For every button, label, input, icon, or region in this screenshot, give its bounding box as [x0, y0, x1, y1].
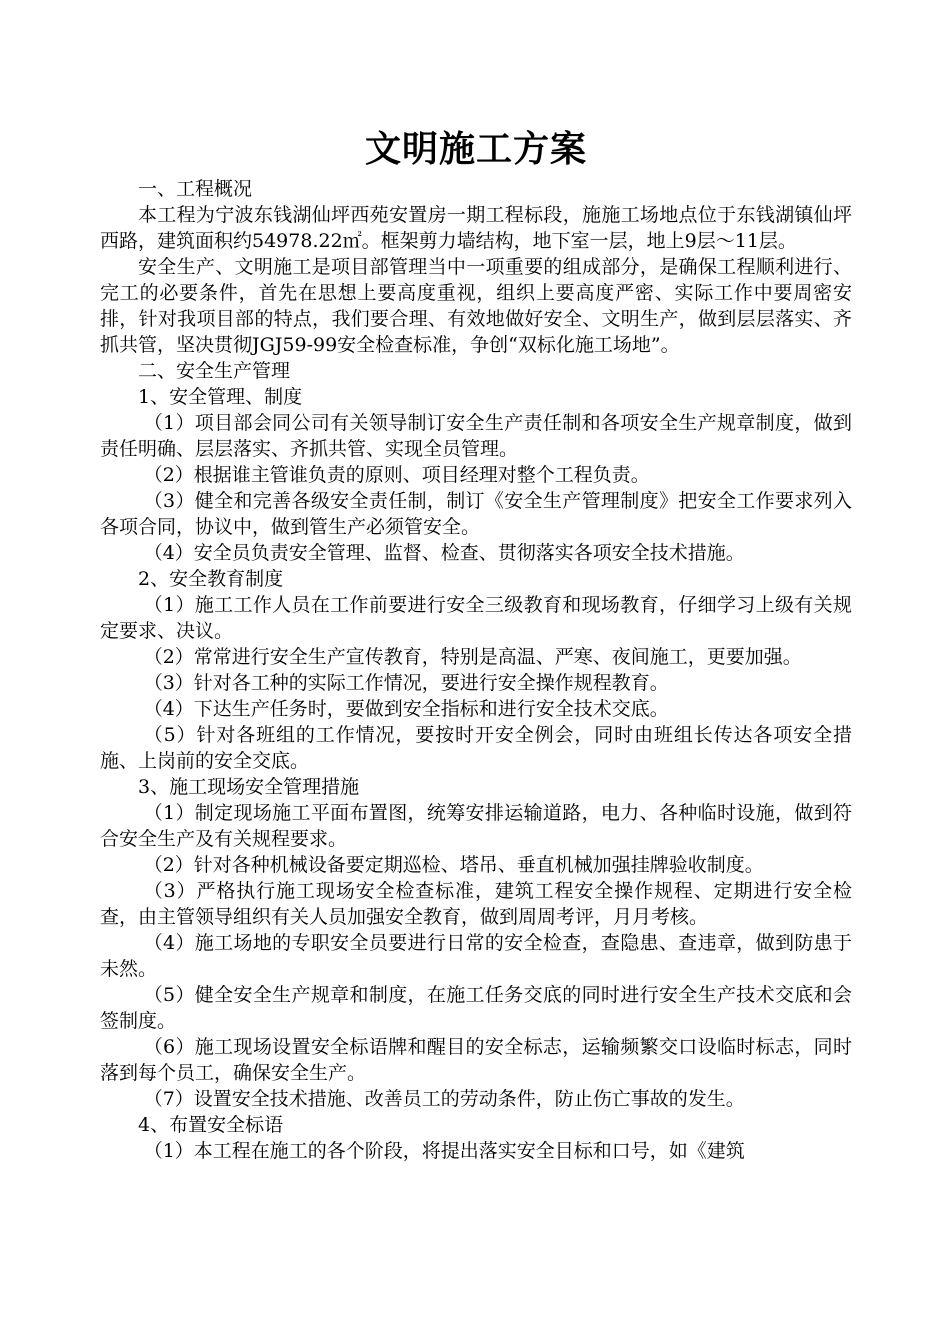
list-item: （1）施工工作人员在工作前要进行安全三级教育和现场教育，仔细学习上级有关规定要求、决议。: [100, 594, 852, 642]
document-title: 文明施工方案: [364, 128, 587, 170]
list-item: （3）针对各工种的实际工作情况，要进行安全操作规程教育。: [143, 672, 669, 694]
section-heading-safety-management: 二、安全生产管理: [138, 360, 291, 382]
subsection-heading-management-system: 1、安全管理、制度: [138, 386, 303, 408]
document-page: [100, 124, 852, 1164]
list-item: （6）施工现场设置安全标语牌和醒目的安全标志，运输频繁交口设临时标志，同时落到每个员工，确保安全生产。: [100, 1036, 852, 1084]
list-item: （1）项目部会同公司有关领导制订安全生产责任制和各项安全生产规章制度，做到责任明确、层层落实、齐抓共管、实现全员管理。: [100, 412, 852, 460]
list-item: （3）严格执行施工现场安全检查标准，建筑工程安全操作规程、定期进行安全检查，由主管领导组织有关人员加强安全教育，做到周周考评，月月考核。: [100, 880, 852, 928]
list-item: （4）施工场地的专职安全员要进行日常的安全检查，查隐患、查违章，做到防患于未然。: [100, 932, 852, 980]
subsection-heading-safety-slogans: 4、布置安全标语: [138, 1114, 284, 1136]
subsection-heading-site-measures: 3、施工现场安全管理措施: [138, 776, 360, 798]
list-item: （2）针对各种机械设备要定期巡检、塔吊、垂直机械加强挂牌验收制度。: [143, 854, 764, 876]
list-item: （4）下达生产任务时，要做到安全指标和进行安全技术交底。: [143, 698, 669, 720]
section-heading-overview: 一、工程概况: [138, 178, 253, 200]
list-item: （2）常常进行安全生产宣传教育，特别是高温、严寒、夜间施工，更要加强。: [143, 646, 802, 668]
list-item: （2）根据谁主管谁负责的原则、项目经理对整个工程负责。: [143, 464, 650, 486]
list-item: （1）本工程在施工的各个阶段，将提出落实安全目标和口号，如《建筑: [143, 1140, 745, 1162]
list-item: （4）安全员负责安全管理、监督、检查、贯彻落实各项安全技术措施。: [143, 542, 745, 564]
list-item: （3）健全和完善各级安全责任制，制订《安全生产管理制度》把安全工作要求列入各项合同，协议中，做到管生产必须管安全。: [100, 490, 852, 538]
list-item: （1）制定现场施工平面布置图，统筹安排运输道路，电力、各种临时设施，做到符合安全生产及有关规程要求。: [100, 802, 852, 850]
list-item: （5）针对各班组的工作情况，要按时开安全例会，同时由班组长传达各项安全措施、上岗前的安全交底。: [100, 724, 852, 772]
list-item: （5）健全安全生产规章和制度，在施工任务交底的同时进行安全生产技术交底和会签制度。: [100, 984, 852, 1032]
paragraph-project-overview: 本工程为宁波东钱湖仙坪西苑安置房一期工程标段，施施工场地点位于东钱湖镇仙坪西路，建筑面积约54978.22㎡。框架剪力墙结构，地下室一层，地上9层～11层。: [100, 204, 852, 252]
list-item: （7）设置安全技术措施、改善员工的劳动条件，防止伤亡事故的发生。: [143, 1088, 745, 1110]
subsection-heading-education-system: 2、安全教育制度: [138, 568, 284, 590]
paragraph-safety-importance: 安全生产、文明施工是项目部管理当中一项重要的组成部分，是确保工程顺利进行、完工的必要条件，首先在思想上要高度重视，组织上要高度严密、实际工作中要周密安排，针对我项目部的特点，我们要合理、有效地做好安全、文明生产，做到层层落实、齐抓共管，坚决贯彻JGJ59-99安全检查标准，争创“双标化施工场地”。: [100, 256, 852, 356]
